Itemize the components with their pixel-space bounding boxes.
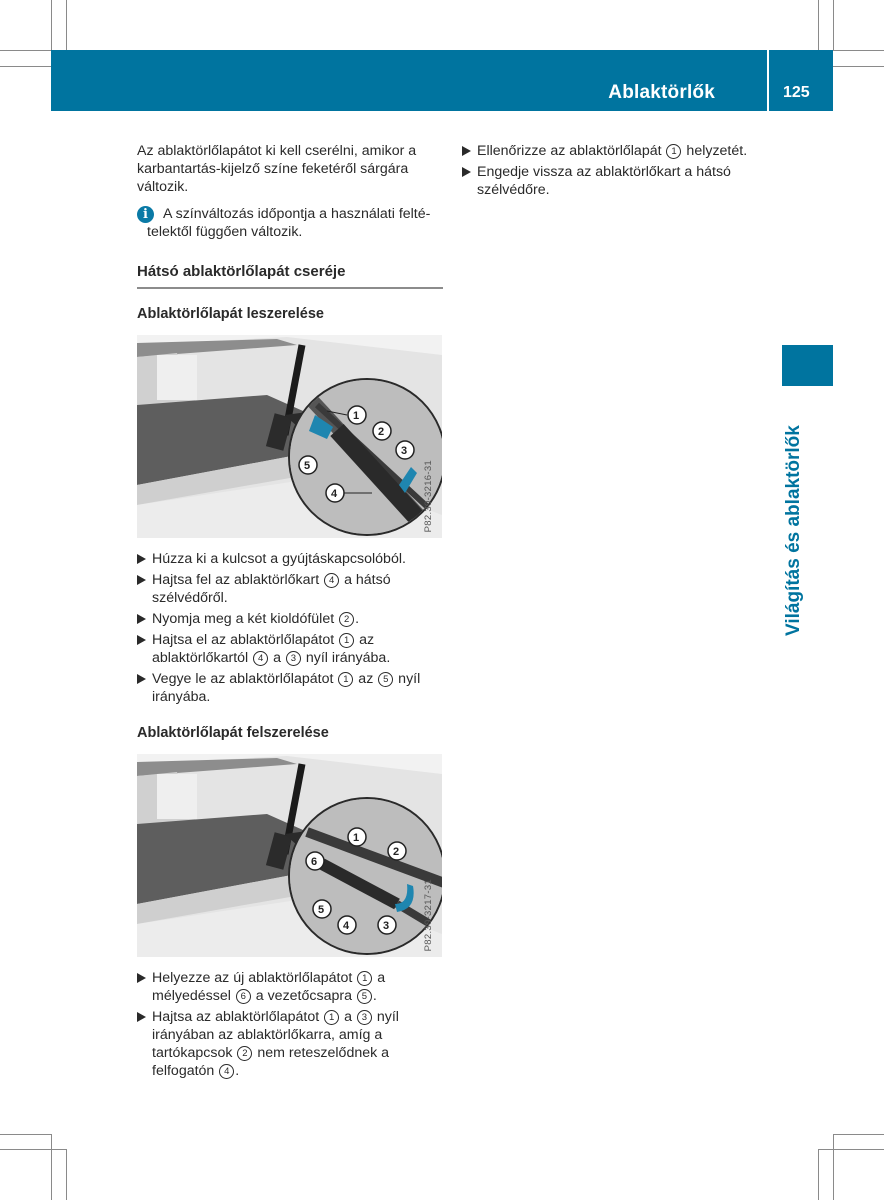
step-text: Hajtsa el az ablaktörlőlapátot bbox=[152, 632, 339, 648]
step-text: az ablaktörlőkartól bbox=[152, 632, 375, 666]
installation-figure bbox=[137, 754, 442, 957]
page-number: 125 bbox=[783, 84, 810, 101]
step-text: Helyezze az új ablaktörlőlapátot bbox=[152, 970, 357, 986]
right-column bbox=[462, 142, 782, 202]
info-note-line1: A színváltozás időpontja a használati felté- bbox=[163, 206, 431, 222]
step-text: Húzza ki a kulcsot a gyújtáskapcsolóból. bbox=[152, 551, 406, 567]
crop-mark bbox=[0, 1149, 66, 1150]
page-header bbox=[51, 50, 833, 111]
crop-mark bbox=[66, 0, 67, 50]
header-divider bbox=[767, 50, 769, 111]
installation-heading: Ablaktörlőlapát felszerelése bbox=[137, 725, 329, 741]
figure-code: P82.30-3217-31 bbox=[423, 878, 434, 951]
svg-text:2: 2 bbox=[393, 846, 400, 858]
step-text: helyzetét. bbox=[682, 143, 748, 159]
step-text: . bbox=[355, 611, 360, 627]
chapter-title: Világítás és ablaktörlők bbox=[783, 425, 804, 636]
step-text: . bbox=[235, 1063, 240, 1079]
step-text: Nyomja meg a két kioldófület bbox=[152, 611, 339, 627]
svg-text:2: 2 bbox=[378, 426, 385, 438]
crop-mark bbox=[818, 1149, 819, 1200]
crop-mark bbox=[51, 1134, 52, 1200]
wiper-installation-illustration bbox=[137, 754, 442, 957]
step bbox=[137, 969, 443, 1005]
callout-number: 1 bbox=[357, 971, 372, 986]
step-text: a vezetőcsapra bbox=[251, 988, 356, 1004]
removal-figure bbox=[137, 335, 442, 538]
step-text: az bbox=[354, 671, 378, 687]
installation-steps bbox=[137, 969, 443, 1080]
callout-number: 5 bbox=[378, 672, 393, 687]
step-text: nem reteszelődnek a felfogatón bbox=[152, 1045, 390, 1079]
crop-mark bbox=[0, 66, 51, 67]
callout-number: 3 bbox=[286, 651, 301, 666]
svg-text:5: 5 bbox=[304, 460, 311, 472]
removal-heading: Ablaktörlőlapát leszerelése bbox=[137, 306, 324, 322]
crop-mark bbox=[0, 50, 51, 51]
step bbox=[137, 610, 443, 628]
step-text: a hátsó szélvédőről. bbox=[152, 572, 391, 606]
step bbox=[462, 142, 782, 160]
step-text: nyíl irányában az ablaktörlőkarra, amíg a tartókapcsok bbox=[152, 1009, 399, 1061]
svg-text:1: 1 bbox=[353, 832, 360, 844]
step-text: nyíl irányába. bbox=[152, 671, 421, 705]
info-note bbox=[137, 205, 443, 241]
svg-text:6: 6 bbox=[311, 856, 318, 868]
callout-number: 1 bbox=[338, 672, 353, 687]
svg-text:5: 5 bbox=[318, 904, 325, 916]
svg-text:4: 4 bbox=[331, 488, 338, 500]
callout-number: 1 bbox=[666, 144, 681, 159]
crop-mark bbox=[833, 0, 834, 50]
left-column bbox=[137, 142, 443, 1083]
wiper-removal-illustration bbox=[137, 335, 442, 538]
step bbox=[137, 571, 443, 607]
step bbox=[137, 631, 443, 667]
figure-code: P82.30-3216-31 bbox=[423, 459, 434, 532]
callout-number: 2 bbox=[237, 1046, 252, 1061]
callout-number: 4 bbox=[324, 573, 339, 588]
crop-mark bbox=[818, 1149, 884, 1150]
crop-mark bbox=[51, 0, 52, 50]
step-text: . bbox=[372, 988, 377, 1004]
step bbox=[137, 1008, 443, 1080]
step-text: Ellenőrizze az ablaktörlőlapát bbox=[477, 143, 666, 159]
crop-mark bbox=[833, 50, 884, 51]
intro-paragraph: Az ablaktörlőlapátot ki kell cserélni, amikor a karbantartás-kijelző színe feketéről sárgára változik. bbox=[137, 143, 417, 195]
callout-number: 1 bbox=[339, 633, 354, 648]
callout-number: 6 bbox=[236, 989, 251, 1004]
step bbox=[462, 163, 777, 199]
svg-text:1: 1 bbox=[353, 410, 360, 422]
crop-mark bbox=[833, 66, 884, 67]
section-heading: Hátsó ablaktörlőlapát cseréje bbox=[137, 263, 443, 289]
step-text: Engedje vissza az ablaktörlőkart a hátsó szélvédőre. bbox=[477, 164, 731, 198]
info-note-line2: telektől függően változik. bbox=[147, 224, 303, 240]
removal-steps bbox=[137, 550, 443, 706]
chapter-tab bbox=[782, 345, 833, 386]
crop-mark bbox=[833, 1134, 884, 1135]
svg-text:4: 4 bbox=[343, 920, 350, 932]
callout-number: 3 bbox=[357, 1010, 372, 1025]
crop-mark bbox=[818, 0, 819, 50]
callout-number: 4 bbox=[219, 1064, 234, 1079]
step-text: a bbox=[269, 650, 285, 666]
callout-number: 5 bbox=[357, 989, 372, 1004]
svg-text:3: 3 bbox=[401, 445, 408, 457]
crop-mark bbox=[0, 1134, 51, 1135]
step-text: Hajtsa az ablaktörlőlapátot bbox=[152, 1009, 324, 1025]
step-text: Hajtsa fel az ablaktörlőkart bbox=[152, 572, 324, 588]
step-text: nyíl irányába. bbox=[301, 650, 391, 666]
callout-number: 1 bbox=[324, 1010, 339, 1025]
step-text: Vegye le az ablaktörlőlapátot bbox=[152, 671, 338, 687]
step bbox=[137, 670, 443, 706]
svg-text:3: 3 bbox=[383, 920, 390, 932]
final-steps bbox=[462, 142, 782, 199]
crop-mark bbox=[833, 1134, 834, 1200]
info-icon: i bbox=[137, 206, 154, 223]
crop-mark bbox=[66, 1149, 67, 1200]
step-text: a mélyedéssel bbox=[152, 970, 386, 1004]
step-text: a bbox=[340, 1009, 356, 1025]
callout-number: 4 bbox=[253, 651, 268, 666]
step bbox=[137, 550, 443, 568]
section-title: Ablaktörlők bbox=[608, 82, 715, 103]
callout-number: 2 bbox=[339, 612, 354, 627]
